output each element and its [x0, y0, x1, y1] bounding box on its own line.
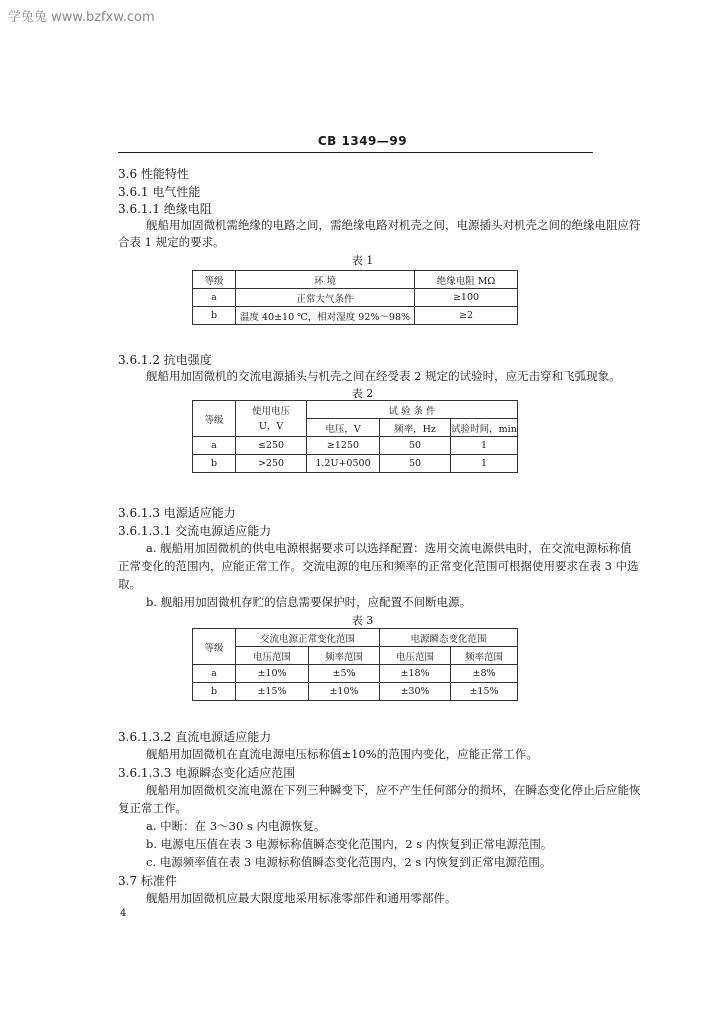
list-item-b: b. 电源电压值在表 3 电源标称值瞬态变化范围内，2 s 内恢复到正常电源范围。	[146, 837, 553, 851]
table-cell: ±8%	[451, 665, 518, 683]
paragraph-ac-a-line2: 正常变化的范围内，应能正常工作。交流电源的电压和频率的正常变化范围可根据使用要求在表 3 中选	[118, 559, 639, 573]
table-header-cell	[236, 401, 307, 437]
table-cell: a	[193, 289, 236, 307]
table-header-row	[193, 629, 518, 647]
table-cell: 50	[380, 455, 451, 473]
table-cell: ±18%	[380, 665, 451, 683]
paragraph-ac-b: b. 舰船用加固微机存贮的信息需要保护时，应配置不间断电源。	[146, 595, 472, 609]
table3-caption: 表 3	[351, 614, 374, 627]
table2	[192, 400, 518, 473]
table-cell: ±30%	[380, 683, 451, 701]
paragraph-insulation-line2: 合表 1 规定的要求。	[118, 235, 225, 249]
table-header-cell: 频率，Hz	[380, 419, 451, 437]
table-cell: ±15%	[451, 683, 518, 701]
table-cell: 50	[380, 437, 451, 455]
voltage-header-unit: U，V	[258, 420, 284, 432]
section-3-6-1-3-3-heading: 3.6.1.3.3 电源瞬态变化适应范围	[118, 766, 296, 780]
paragraph-standard-parts: 舰船用加固微机应最大限度地采用标准零部件和通用零部件。	[146, 891, 457, 905]
table-cell: 1	[451, 437, 518, 455]
table-cell: 1.2U+0500	[307, 455, 380, 473]
table-header-row	[193, 401, 518, 419]
section-3-6-1-3-2-heading: 3.6.1.3.2 直流电源适应能力	[118, 730, 272, 744]
table-header-cell: 电压，V	[307, 419, 380, 437]
table-header-cell: 频率范围	[451, 647, 518, 665]
table3	[192, 628, 518, 701]
section-3-6-1-3-1-heading: 3.6.1.3.1 交流电源适应能力	[118, 524, 272, 538]
table-cell: ≥100	[415, 289, 518, 307]
table-cell: ±10%	[236, 665, 309, 683]
paragraph-transient-line1: 舰船用加固微机交流电源在下列三种瞬变下，应不产生任何部分的损坏，在瞬态变化停止后应能恢	[146, 783, 641, 797]
table-header-cell: 等级	[193, 629, 236, 665]
table-cell: a	[193, 665, 236, 683]
table-cell: ≥1250	[307, 437, 380, 455]
table-cell: ±5%	[309, 665, 380, 683]
section-3-6-1-1-heading: 3.6.1.1 绝缘电阻	[118, 202, 212, 216]
table-header-cell: 试验时间，min	[451, 419, 518, 437]
table-cell: ±15%	[236, 683, 309, 701]
table-header-cell: 绝缘电阻 MΩ	[415, 271, 518, 289]
table-row	[193, 289, 518, 307]
paragraph-transient-line2: 复正常工作。	[118, 801, 187, 815]
table-row	[193, 307, 518, 325]
table-cell: ≤250	[236, 437, 307, 455]
table-row	[193, 437, 518, 455]
paragraph-dielectric-strength: 舰船用加固微机的交流电源插头与机壳之间在经受表 2 规定的试验时，应无击穿和飞弧现象。	[146, 369, 621, 383]
table-cell: 温度 40±10 ℃，相对湿度 92%～98%	[236, 307, 415, 325]
paragraph-dc-adaptability: 舰船用加固微机在直流电源电压标称值±10%的范围内变化，应能正常工作。	[146, 747, 538, 761]
table-cell: ≥2	[415, 307, 518, 325]
table-cell: ±10%	[309, 683, 380, 701]
section-3-7-heading: 3.7 标准件	[118, 874, 177, 888]
table-header-row	[193, 647, 518, 665]
section-3-6-1-3-heading: 3.6.1.3 电源适应能力	[118, 506, 236, 520]
paragraph-ac-a-line3: 取。	[118, 577, 141, 591]
section-3-6-1-2-heading: 3.6.1.2 抗电强度	[118, 353, 212, 367]
table1-caption: 表 1	[351, 254, 374, 267]
table-row	[193, 455, 518, 473]
list-item-c: c. 电源频率值在表 3 电源标称值瞬态变化范围内，2 s 内恢复到正常电源范围。	[146, 855, 552, 869]
voltage-header-label: 使用电压	[251, 405, 290, 417]
table-header-cell: 环 境	[236, 271, 415, 289]
watermark: 学兔兔 www.bzfxw.com	[8, 10, 155, 25]
page-header-title: CB 1349—99	[317, 134, 408, 148]
header-rule	[118, 152, 593, 153]
table-header-cell: 交流电源正常变化范围	[236, 629, 380, 647]
table-header-cell: 电压范围	[380, 647, 451, 665]
table-header-cell: 频率范围	[309, 647, 380, 665]
table-cell: 正常大气条件	[236, 289, 415, 307]
table-header-row	[193, 271, 518, 289]
table-row	[193, 665, 518, 683]
table-header-cell: 等级	[193, 401, 236, 437]
table-cell: b	[193, 683, 236, 701]
table-cell: b	[193, 307, 236, 325]
table-cell: 1	[451, 455, 518, 473]
list-item-a: a. 中断：在 3～30 s 内电源恢复。	[146, 819, 326, 833]
table-row	[193, 683, 518, 701]
table-cell: a	[193, 437, 236, 455]
table-header-cell: 等级	[193, 271, 236, 289]
table-header-cell: 电压范围	[236, 647, 309, 665]
section-3-6-1-heading: 3.6.1 电气性能	[118, 185, 201, 199]
table1	[192, 270, 518, 325]
section-3-6-heading: 3.6 性能特性	[118, 167, 189, 181]
paragraph-ac-a-line1: a. 舰船用加固微机的供电电源根据要求可以选择配置：选用交流电源供电时，在交流电源标称值	[146, 541, 632, 555]
table-header-cell: 电源瞬态变化范围	[380, 629, 518, 647]
page-number: 4	[120, 908, 127, 919]
table-header-cell: 试 验 条 件	[307, 401, 518, 419]
table-cell: b	[193, 455, 236, 473]
table2-caption: 表 2	[351, 387, 374, 400]
table-cell: >250	[236, 455, 307, 473]
paragraph-insulation-line1: 舰船用加固微机需绝缘的电路之间，需绝缘电路对机壳之间，电源插头对机壳之间的绝缘电阻应符	[146, 218, 641, 232]
